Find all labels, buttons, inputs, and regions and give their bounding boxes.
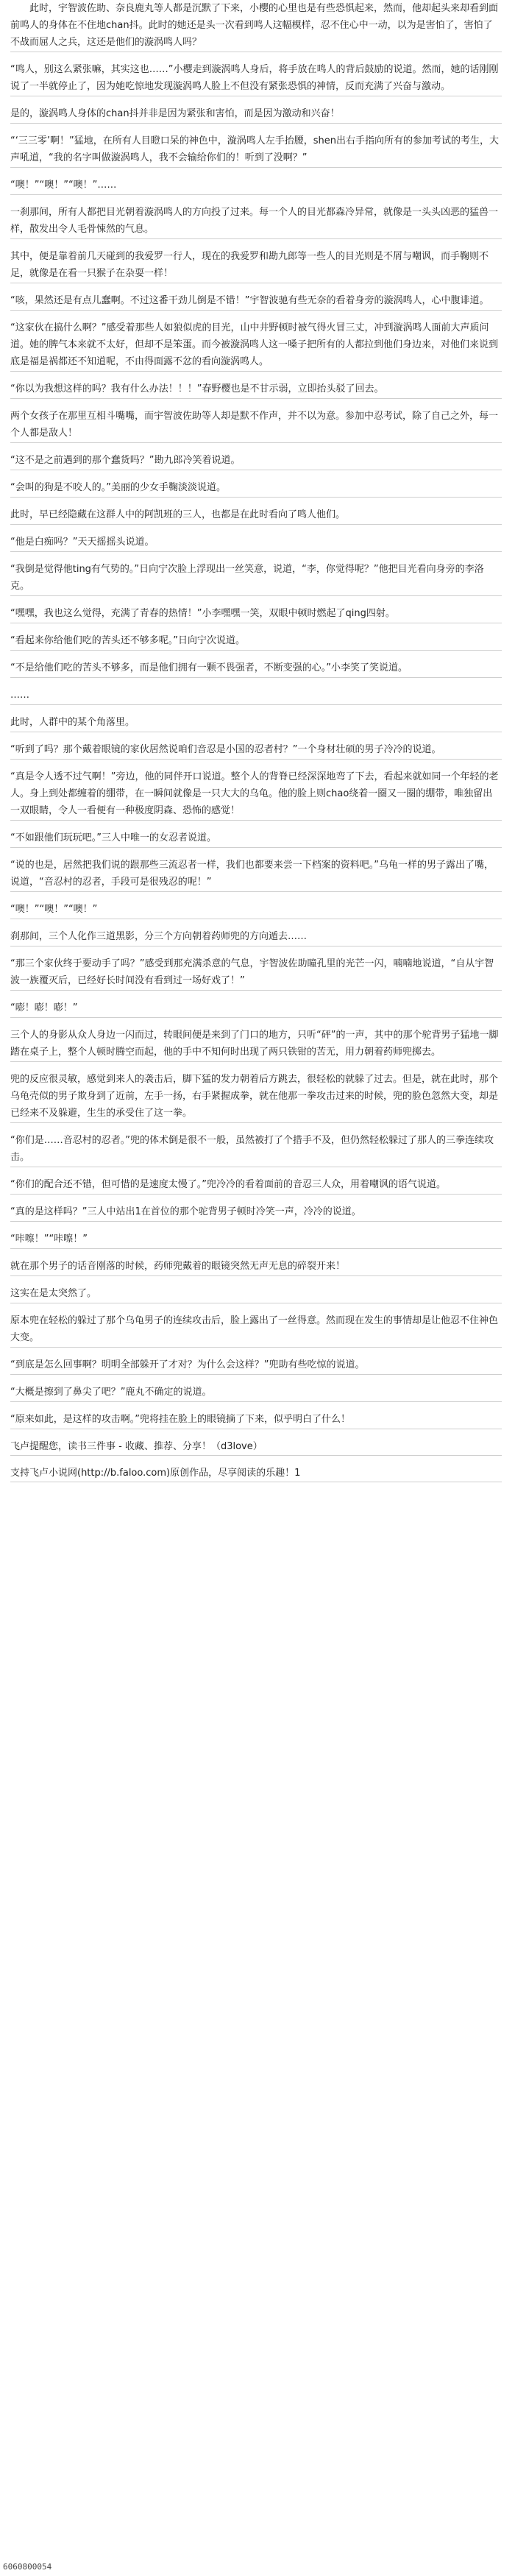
paragraph: “你们的配合还不错，但可惜的是速度太慢了。”兜冷冷的看着面前的音忍三人众，用着嘲讽的语气说道。 — [10, 1176, 502, 1195]
paragraph: 这实在是太突然了。 — [10, 1285, 502, 1303]
paragraph: “听到了吗？那个戴着眼镜的家伙居然说咱们音忍是小国的忍者村？”一个身材壮硕的男子冷冷的说道。 — [10, 741, 502, 760]
paragraph: “到底是怎么回事啊？明明全部躲开了才对？为什么会这样？”兜助有些吃惊的说道。 — [10, 1356, 502, 1375]
footer-site-link[interactable]: 支持飞卢小说网(http://b.faloo.com)原创作品，尽享阅读的乐趣！1 — [10, 1465, 502, 1482]
paragraph: “会叫的狗是不咬人的。”美丽的少女手鞠淡淡说道。 — [10, 479, 502, 498]
paragraph: 一刹那间，所有人都把目光朝着漩涡鸣人的方向投了过来。每一个人的目光都森冷异常，就像是一头头凶恶的猛兽一样，散发出令人毛骨悚然的气息。 — [10, 204, 502, 239]
chapter-body — [10, 0, 502, 1429]
paragraph: “这家伙在搞什么啊？”感受着那些人如狼似虎的目光，山中井野顿时被气得火冒三丈，冲到漩涡鸣人面前大声质问道。她的脾气本来就不太好，但却不是笨蛋。而今被漩涡鸣人这一嗓子把所有的人都拉到他们身边来，对他们来说到底是福是祸都还不知道呢，不由得面露不忿的看向漩涡鸣人。 — [10, 319, 502, 372]
paragraph: “不是给他们吃的苦头不够多，而是他们拥有一颗不畏强者，不断变强的心。”小李笑了笑说道。 — [10, 659, 502, 678]
paragraph: “嘿嘿，我也这么觉得，充满了青春的热情！”小李嘿嘿一笑，双眼中顿时燃起了qing四射。 — [10, 605, 502, 623]
paragraph: “那三个家伙终于要动手了吗？”感受到那充满杀意的气息，宇智波佐助瞳孔里的光芒一闪，喃喃地说道，“自从宇智波一族覆灭后，已经好长时间没有看到过一场好戏了！” — [10, 955, 502, 991]
paragraph: “你们是……音忍村的忍者。”兜的体术倒是很不一般，虽然被打了个措手不及，但仍然轻松躲过了那人的三拳连续攻击。 — [10, 1132, 502, 1167]
paragraph: “他是白痴吗？”天天摇摇头说道。 — [10, 534, 502, 552]
paragraph: “真是令人透不过气啊！”旁边，他的同伴开口说道。整个人的背脊已经深深地弯了下去，看起来就如同一个年轻的老人。身上到处都缠着的绷带，在一瞬间就像是一只大大的乌龟。他的脸上则chao绕着一圈又一圈的绷带，唯独留出一双眼睛，令人一看便有一种极度阴森、恐怖的感觉！ — [10, 768, 502, 821]
paragraph: 两个女孩子在那里互相斗嘴嘴，而宇智波佐助等人却是默不作声，并不以为意。参加中忍考试，除了自己之外，每一个人都是敌人！ — [10, 408, 502, 443]
paragraph: “鸣人，别这么紧张嘛，其实这也……”小樱走到漩涡鸣人身后，将手放在鸣人的背后鼓励的说道。然而，她的话刚刚说了一半就停止了，因为她吃惊地发现漩涡鸣人脸上不但没有紧张恐惧的神情，反而充满了兴奋与激动。 — [10, 61, 502, 96]
paragraph: 三个人的身影从众人身边一闪而过，转眼间便是来到了门口的地方，只听“砰”的一声，其中的那个驼背男子猛地一脚踏在桌子上，整个人顿时腾空而起，他的手中不知何时出现了两只铁钳的苦无，用力朝着药师兜掷去。 — [10, 1027, 502, 1062]
paragraph: 兜的反应很灵敏，感觉到来人的袭击后，脚下猛的发力朝着后方跳去，很轻松的就躲了过去。但是，就在此时，那个乌龟壳似的男子欺身到了近前，左手一扬，右手紧握成拳，就在他那一拳攻击过来的时候，兜的脸色忽然大变，却是已经来不及躲避，生生的承受住了这一拳。 — [10, 1071, 502, 1123]
paragraph: “大概是擦到了鼻尖了吧？”鹿丸不确定的说道。 — [10, 1384, 502, 1402]
paragraph: “嘭！嘭！嘭！” — [10, 999, 502, 1018]
paragraph: 此时，人群中的某个角落里。 — [10, 714, 502, 732]
paragraph: 此时，宇智波佐助、奈良鹿丸等人都是沉默了下来，小樱的心里也是有些恐惧起来，然而，他却起头来却看到面前鸣人的身体在不住地chan抖。此时的她还是头一次看到鸣人这幅模样，忍不住心中一动，以为是害怕了，害怕了不战而屈人之兵，这还是他们的漩涡鸣人吗？ — [10, 0, 502, 52]
paragraph: “你以为我想这样的吗？我有什么办法！！！”春野樱也是不甘示弱，立即抬头驳了回去。 — [10, 381, 502, 399]
paragraph: “真的是这样吗？”三人中站出1在首位的那个驼背男子顿时冷笑一声，冷冷的说道。 — [10, 1203, 502, 1222]
paragraph: 就在那个男子的话音刚落的时候，药师兜戴着的眼镜突然无声无息的碎裂开来！ — [10, 1258, 502, 1276]
paragraph: “噢！”“噢！”“噢！” — [10, 901, 502, 919]
paragraph: “噢！”“噢！”“噢！”…… — [10, 177, 502, 195]
paragraph: “这不是之前遇到的那个蠢货吗？”勘九郎冷笑着说道。 — [10, 452, 502, 470]
paragraph: 是的，漩涡鸣人身体的chan抖并非是因为紧张和害怕，而是因为激动和兴奋！ — [10, 105, 502, 124]
paragraph: 其中，便是靠着前几天碰到的我爱罗一行人，现在的我爱罗和勘九郎等一些人的目光则是不屑与嘲讽，而手鞠则不足，就像是在看一只猴子在杂耍一样！ — [10, 248, 502, 283]
paragraph: “不如跟他们玩玩吧。”三人中唯一的女忍者说道。 — [10, 829, 502, 848]
paragraph: “原来如此，是这样的攻击啊。”兜将挂在脸上的眼镜摘了下来，似乎明白了什么！ — [10, 1411, 502, 1429]
paragraph: “咳，果然还是有点儿蠢啊。不过这番干劲儿倒是不错！”宇智波驰有些无奈的看着身旁的漩涡鸣人，心中腹诽道。 — [10, 292, 502, 311]
footer-reminder: 飞卢提醒您，读书三件事 - 收藏、推荐、分享！（d3love） — [10, 1438, 502, 1456]
document-id: 6060800054 — [3, 2562, 52, 2572]
paragraph: …… — [10, 687, 502, 705]
paragraph: 原本兜在轻松的躲过了那个乌龟男子的连续攻击后，脸上露出了一丝得意。然而现在发生的事情却是让他忍不住神色大变。 — [10, 1312, 502, 1348]
paragraph: “咔嚓！”“咔嚓！” — [10, 1231, 502, 1249]
paragraph: “看起来你给他们吃的苦头还不够多呢。”日向宁次说道。 — [10, 632, 502, 651]
paragraph: “说的也是，居然把我们说的跟那些三流忍者一样，我们也都要来尝一下档案的资料吧。”乌龟一样的男子露出了嘴，说道，“音忍村的忍者，手段可是很残忍的呢！” — [10, 857, 502, 892]
paragraph: “‘三三零’啊！”猛地，在所有人目瞪口呆的神色中，漩涡鸣人左手抬腰，shen出右手指向所有的参加考试的考生，大声吼道，“我的名字叫做漩涡鸣人，我不会输给你们的！听到了没啊？” — [10, 132, 502, 168]
paragraph: 刹那间，三个人化作三道黑影，分三个方向朝着药师兜的方向遁去…… — [10, 928, 502, 946]
paragraph: “我倒是觉得他ting有气势的。”日向宁次脸上浮现出一丝笑意，说道，“李，你觉得呢？”他把目光看向身旁的李洛克。 — [10, 561, 502, 596]
paragraph: 此时，早已经隐藏在这群人中的阿凯班的三人，也都是在此时看向了鸣人他们。 — [10, 506, 502, 525]
